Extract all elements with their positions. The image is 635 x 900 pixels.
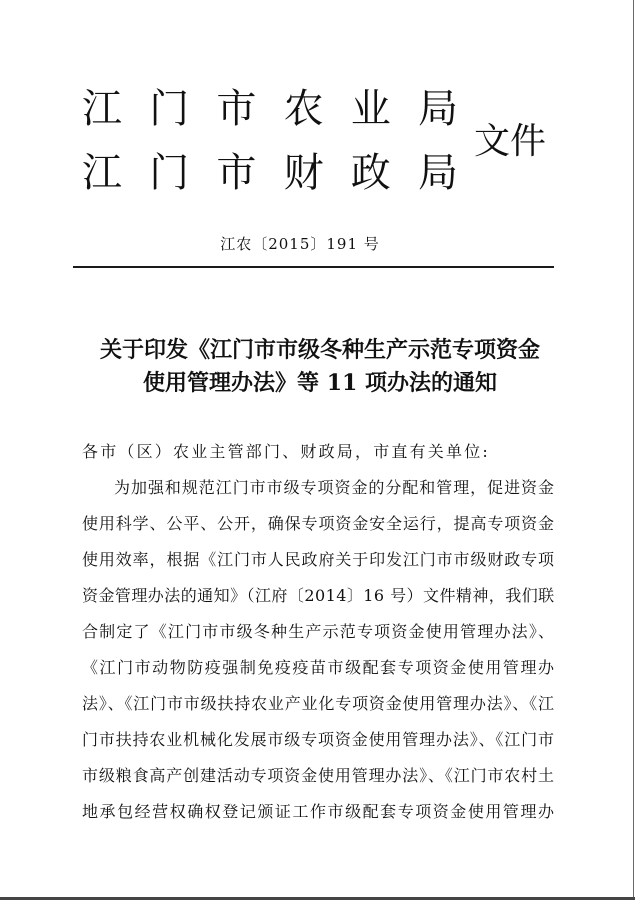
body-line: 地承包经营权确权登记颁证工作市级配套专项资金使用管理办 [82,802,556,821]
body-line: 《江门市动物防疫强制免疫疫苗市级配套专项资金使用管理办 [82,658,556,677]
org-char: 江 [82,150,122,196]
issuing-org-agriculture-bureau [80,86,460,132]
salutation: 各市（区）农业主管部门、财政局，市直有关单位: [82,442,490,461]
document-number: 江农〔2015〕191 号 [220,235,380,253]
issuing-org-finance-bureau [80,150,460,196]
header-separator-line [73,266,554,268]
title-line-1: 关于印发《江门市市级冬种生产示范专项资金 [99,337,540,363]
title-line-2: 使用管理办法》等 11 项办法的通知 [143,370,497,396]
body-line: 合制定了《江门市市级冬种生产示范专项资金使用管理办法》、 [82,622,556,641]
org-char: 政 [350,150,391,196]
org-char: 江 [82,86,122,132]
body-line: 门市扶持农业机械化发展市级专项资金使用管理办法》、《江门市 [82,730,555,749]
org-char: 局 [417,86,458,132]
org-char: 业 [350,86,391,132]
body-line: 资金管理办法的通知》（江府〔2014〕16 号）文件精神，我们联 [82,586,555,605]
org-char: 农 [283,86,324,132]
body-line: 法》、《江门市市级扶持农业产业化专项资金使用管理办法》、《江 [82,694,555,713]
body-line: 使用效率，根据《江门市人民政府关于印发江门市市级财政专项 [82,550,555,569]
document-title [60,334,580,400]
document-type-label: 文件 [474,121,547,162]
org-char: 门 [149,150,190,196]
org-char: 市 [216,86,257,132]
org-char: 门 [149,86,190,132]
org-char: 局 [417,150,458,196]
body-line: 使用科学、公平、公开，确保专项资金安全运行，提高专项资金 [82,514,555,533]
body-line: 为加强和规范江门市市级专项资金的分配和管理，促进资金 [114,478,555,497]
org-char: 市 [216,150,257,196]
org-char: 财 [283,150,324,196]
document-body [82,434,554,830]
body-line: 市级粮食高产创建活动专项资金使用管理办法》、《江门市农村土 [82,766,555,785]
page-border-right [633,0,634,898]
